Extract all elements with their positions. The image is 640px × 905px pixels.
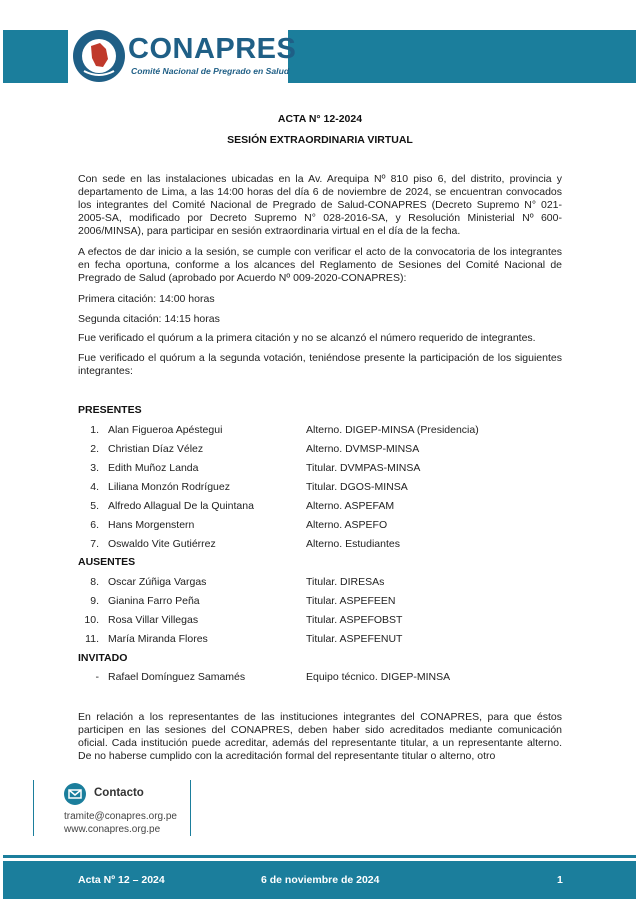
member-number: 4.: [90, 481, 99, 493]
member-number: 6.: [90, 519, 99, 531]
member-name: Rosa Villar Villegas: [108, 614, 199, 626]
invitado-heading: INVITADO: [78, 652, 128, 664]
footer-date-label: 6 de noviembre de 2024: [261, 874, 380, 886]
session-title: SESIÓN EXTRAORDINARIA VIRTUAL: [227, 134, 413, 146]
member-role: Alterno. DVMSP-MINSA: [306, 443, 420, 455]
member-role: Alterno. ASPEFO: [306, 519, 388, 531]
acta-title: ACTA N° 12-2024: [277, 113, 363, 125]
member-name: Christian Díaz Vélez: [108, 443, 204, 455]
member-role: Equipo técnico. DIGEP-MINSA: [306, 671, 451, 683]
intro-paragraph: Con sede en las instalaciones ubicadas en la Av. Arequipa Nº 810 piso 6, del distrito, provincia y departamento de Lima, a las 14:00 horas del día 6 de noviembre de 2024, se encuentran convocados los integrantes del Comité Nacional de Pregrado de Salud-CONAPRES (Decreto Supremo N° 021-2005-SA, modificado por Decreto Supremo N° 028-2016-SA, y Resolución Ministerial Nº 600-2006/MINSA), para participar en sesión extraordinaria virtual en el día de la fecha.: [78, 173, 562, 237]
footer-rule: [3, 855, 636, 858]
member-number: -: [95, 671, 99, 683]
contact-website[interactable]: www.conapres.org.pe: [64, 824, 161, 835]
member-number: 10.: [84, 614, 99, 626]
member-role: Titular. DIRESAs: [306, 576, 385, 588]
member-role: Alterno. Estudiantes: [306, 538, 400, 550]
member-name: Oswaldo Vite Gutiérrez: [108, 538, 216, 550]
member-row: [0, 614, 640, 628]
member-role: Alterno. DIGEP-MINSA (Presidencia): [306, 424, 479, 436]
contact-title: Contacto: [94, 787, 144, 799]
page-number: 1: [557, 874, 563, 886]
closing-paragraph: En relación a los representantes de las instituciones integrantes del CONAPRES, para que éstos participen en las sesiones del CONAPRES, deben haber sido acreditados mediante comunicación oficial. Cada institución puede acreditar, además del representante titular, a un representante alterno. De no haberse cumplido con la acreditación formal del representante titular o alterno, otro: [78, 711, 562, 762]
member-number: 1.: [90, 424, 99, 436]
member-role: Alterno. ASPEFAM: [306, 500, 395, 512]
member-row: [0, 500, 640, 514]
member-number: 11.: [85, 633, 99, 645]
email-icon: [64, 783, 86, 805]
second-call: Segunda citación: 14:15 horas: [78, 313, 220, 325]
contact-divider-right: [190, 780, 191, 836]
member-role: Titular. DGOS-MINSA: [306, 481, 408, 493]
member-name: Liliana Monzón Rodríguez: [108, 481, 230, 493]
contact-email[interactable]: tramite@conapres.org.pe: [64, 811, 177, 822]
member-name: Oscar Zúñiga Vargas: [108, 576, 207, 588]
logo-subtitle: Comité Nacional de Pregrado en Salud: [131, 66, 290, 76]
member-name: Gianina Farro Peña: [108, 595, 200, 607]
member-number: 3.: [90, 462, 99, 474]
member-row: [0, 424, 640, 438]
member-role: Titular. ASPEFOBST: [306, 614, 403, 626]
ausentes-heading: AUSENTES: [78, 556, 136, 568]
member-number: 5.: [90, 500, 99, 512]
member-number: 8.: [90, 576, 99, 588]
member-name: Alan Figueroa Apéstegui: [108, 424, 223, 436]
quorum-second: Fue verificado el quórum a la segunda votación, teniéndose presente la participación de los siguientes integrantes:: [78, 352, 562, 377]
presentes-heading: PRESENTES: [78, 404, 142, 416]
member-name: Hans Morgenstern: [108, 519, 195, 531]
member-row: [0, 671, 640, 685]
member-row: [0, 519, 640, 533]
footer-acta-label: Acta Nº 12 – 2024: [78, 874, 165, 886]
member-role: Titular. DVMPAS-MINSA: [306, 462, 421, 474]
member-role: Titular. ASPEFEEN: [306, 595, 396, 607]
member-number: 9.: [90, 595, 99, 607]
first-call: Primera citación: 14:00 horas: [78, 293, 215, 305]
member-name: Rafael Domínguez Samamés: [108, 671, 246, 683]
member-role: Titular. ASPEFENUT: [306, 633, 403, 645]
start-paragraph: A efectos de dar inicio a la sesión, se cumple con verificar el acto de la convocatoria de los integrantes en fecha oportuna, conforme a los alcances del Reglamento de Sesiones del Comité Nacional de Pregrado de Salud (aprobado por Acuerdo Nº 009-2020-CONAPRES):: [78, 246, 562, 284]
member-row: [0, 633, 640, 647]
quorum-first: Fue verificado el quórum a la primera citación y no se alcanzó el número requerido de integrantes.: [78, 332, 536, 344]
contact-divider-left: [33, 780, 34, 836]
member-row: [0, 443, 640, 457]
member-name: Alfredo Allagual De la Quintana: [108, 500, 254, 512]
member-row: [0, 462, 640, 476]
member-row: [0, 481, 640, 495]
member-number: 2.: [90, 443, 99, 455]
logo-name: CONAPRES: [128, 33, 297, 65]
member-row: [0, 595, 640, 609]
member-number: 7.: [90, 538, 99, 550]
logo-seal-icon: [72, 29, 126, 83]
member-name: Edith Muñoz Landa: [108, 462, 199, 474]
member-row: [0, 538, 640, 552]
member-name: María Miranda Flores: [108, 633, 208, 645]
member-row: [0, 576, 640, 590]
